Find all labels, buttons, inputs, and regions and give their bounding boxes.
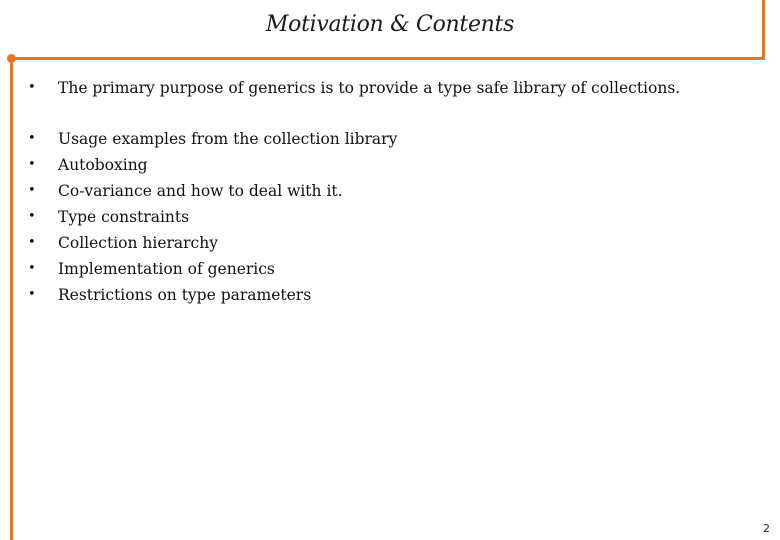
bullet-item bbox=[28, 178, 397, 204]
bullet-item bbox=[28, 75, 680, 101]
bullet-glyph: • bbox=[28, 80, 36, 95]
bullet-text: Implementation of generics bbox=[58, 260, 275, 278]
bullet-glyph: • bbox=[28, 287, 36, 302]
accent-corner-dot bbox=[7, 54, 16, 63]
accent-rule-right bbox=[762, 0, 765, 60]
bullet-item bbox=[28, 204, 397, 230]
contents-bullet-list bbox=[28, 126, 397, 308]
bullet-glyph: • bbox=[28, 131, 36, 146]
bullet-glyph: • bbox=[28, 235, 36, 250]
bullet-item bbox=[28, 126, 397, 152]
bullet-glyph: • bbox=[28, 209, 36, 224]
accent-rule-top bbox=[10, 57, 764, 60]
bullet-item bbox=[28, 230, 397, 256]
intro-bullet-list bbox=[28, 75, 680, 101]
bullet-text: Type constraints bbox=[58, 208, 190, 226]
slide-title: Motivation & Contents bbox=[265, 12, 515, 37]
accent-rule-left bbox=[10, 57, 13, 540]
bullet-text: The primary purpose of generics is to provide a type safe library of collections. bbox=[58, 79, 681, 97]
bullet-text: Usage examples from the collection library bbox=[58, 130, 398, 148]
bullet-glyph: • bbox=[28, 157, 36, 172]
bullet-glyph: • bbox=[28, 183, 36, 198]
bullet-item bbox=[28, 282, 397, 308]
bullet-text: Restrictions on type parameters bbox=[58, 286, 312, 304]
bullet-item bbox=[28, 152, 397, 178]
page-number: 2 bbox=[763, 522, 770, 535]
bullet-item bbox=[28, 256, 397, 282]
bullet-glyph: • bbox=[28, 261, 36, 276]
bullet-text: Autoboxing bbox=[58, 156, 148, 174]
bullet-text: Co-variance and how to deal with it. bbox=[58, 182, 343, 200]
bullet-text: Collection hierarchy bbox=[58, 234, 218, 252]
